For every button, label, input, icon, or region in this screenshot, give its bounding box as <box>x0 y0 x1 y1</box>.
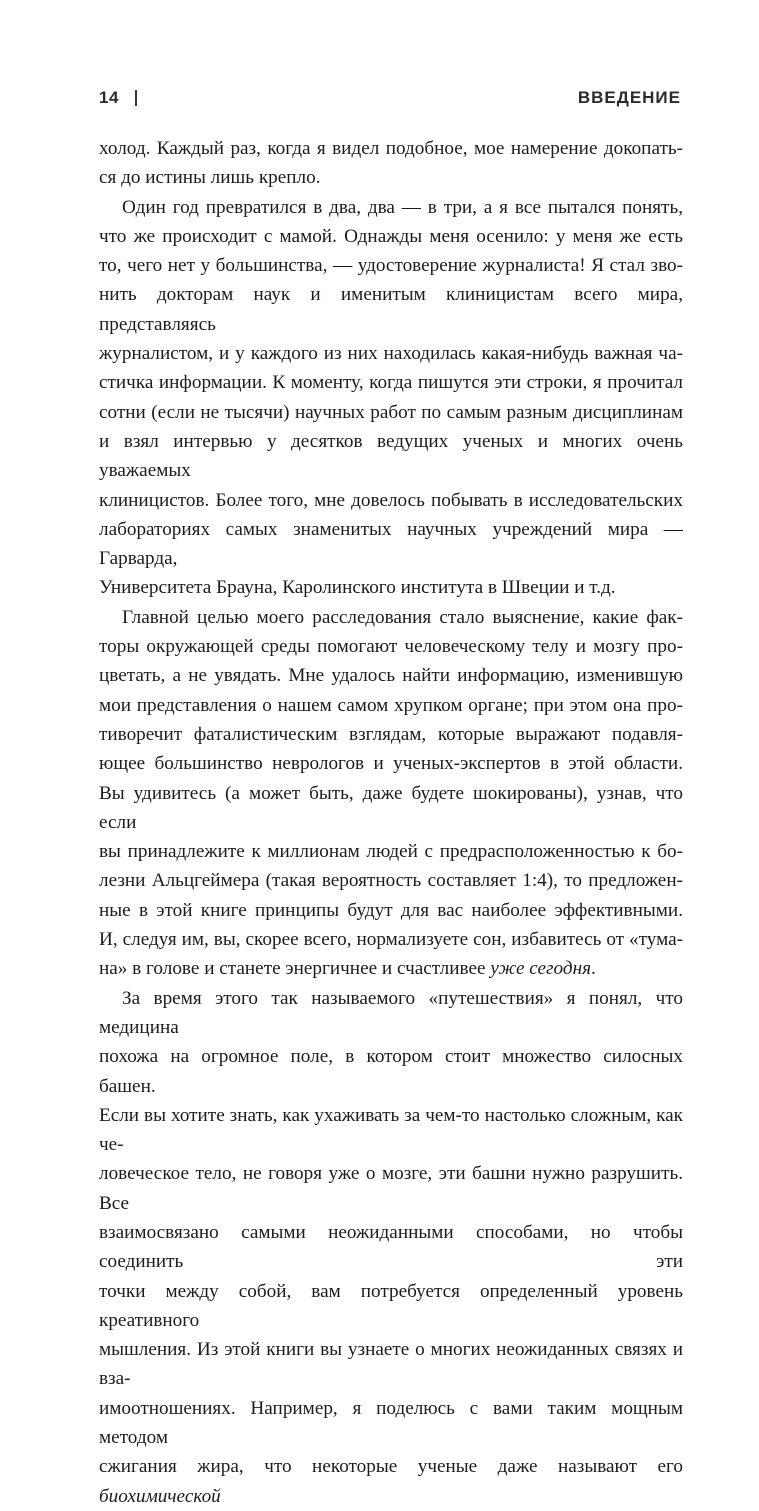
italic-phrase: биохимической <box>99 1485 221 1507</box>
header-separator <box>135 90 137 106</box>
text-line: холод. Каждый раз, когда я видел подобное, мое намерение докопать- <box>99 138 683 159</box>
page-header <box>99 88 681 112</box>
text-line: торы окружающей среды помогают человеческому телу и мозгу про- <box>99 636 683 658</box>
text-line: За время этого так называемого «путешествия» я понял, что медицина <box>99 987 683 1038</box>
text-line: имоотношениях. Например, я поделюсь с вами таким мощным методом <box>99 1397 683 1449</box>
text-line: сжигания жира, что некоторые ученые даже называют его биохимической <box>99 1456 683 1507</box>
text-line: Вы удивитесь (а может быть, даже будете шокированы), узнав, что если <box>99 782 683 833</box>
text-line: И, следуя им, вы, скорее всего, нормализуете сон, избавитесь от «тума- <box>99 929 683 951</box>
text-line: Главной целью моего расследования стало выяснение, какие фак- <box>122 606 683 628</box>
text-line: точки между собой, вам потребуется определенный уровень креативного <box>99 1280 683 1331</box>
text-line: вы принадлежите к миллионам людей с предрасположенностью к бо- <box>99 841 683 863</box>
text-line: Если вы хотите знать, как ухаживать за чем-то настолько сложным, как че- <box>99 1104 683 1156</box>
text-line: ловеческое тело, не говоря уже о мозге, эти башни нужно разрушить. Все <box>99 1163 683 1214</box>
paragraph-1 <box>99 134 683 163</box>
text-line: взаимосвязано самыми неожиданными способами, но чтобы соединить эти <box>99 1221 683 1273</box>
text-line: журналистом, и у каждого из них находилась какая-нибудь важная ча- <box>99 343 683 365</box>
running-title: ВВЕДЕНИЕ <box>577 88 681 107</box>
text-line: тиворечит фаталистическим взглядам, которые выражают подавля- <box>99 723 683 745</box>
page-number: 14 <box>99 88 119 107</box>
text-line: то, чего нет у большинства, — удостоверение журналиста! Я стал зво- <box>99 255 683 277</box>
text-line: сотни (если не тысячи) научных работ по самым разным дисциплинам <box>99 401 683 423</box>
text-line: стичка информации. К моменту, когда пишутся эти строки, я прочитал <box>99 372 683 394</box>
text-line: ющее большинство неврологов и ученых-экспертов в этой области. <box>99 753 683 775</box>
paragraph-1-end <box>99 163 683 192</box>
text-line: цветать, а не увядать. Мне удалось найти информацию, изменившую <box>99 665 683 687</box>
text-line: мои представления о нашем самом хрупком органе; при этом она про- <box>99 694 683 716</box>
text-line: ные в этой книге принципы будут для вас наиболее эффективными. <box>99 899 683 921</box>
text-line: похожа на огромное поле, в котором стоит множество силосных башен. <box>99 1046 683 1097</box>
text-line: что же происходит с мамой. Однажды меня осенило: у меня же есть <box>99 225 683 247</box>
text-line: лабораториях самых знаменитых научных учреждений мира — Гарварда, <box>99 518 683 570</box>
text-line: нить докторам наук и именитым клиницистам всего мира, представляясь <box>99 284 683 335</box>
text-line: ся до истины лишь крепло. <box>99 167 321 189</box>
text-line: на» в голове и станете энергичнее и счастливее уже сегодня. <box>99 958 596 980</box>
text-line: клиницистов. Более того, мне довелось побывать в исследовательских <box>99 489 683 511</box>
italic-phrase: уже сегодня <box>490 958 592 980</box>
text-line: лезни Альцгеймера (такая вероятность составляет 1:4), то предложен- <box>99 870 683 892</box>
body-text <box>99 134 683 1511</box>
text-line: Один год превратился в два, два — в три, а я все пытался понять, <box>122 196 683 218</box>
text-line: Университета Брауна, Каролинского института в Швеции и т.д. <box>99 577 616 599</box>
text-line: и взял интервью у десятков ведущих ученых и многих очень уважаемых <box>99 430 683 482</box>
text-line: мышления. Из этой книги вы узнаете о многих неожиданных связях и вза- <box>99 1339 683 1390</box>
